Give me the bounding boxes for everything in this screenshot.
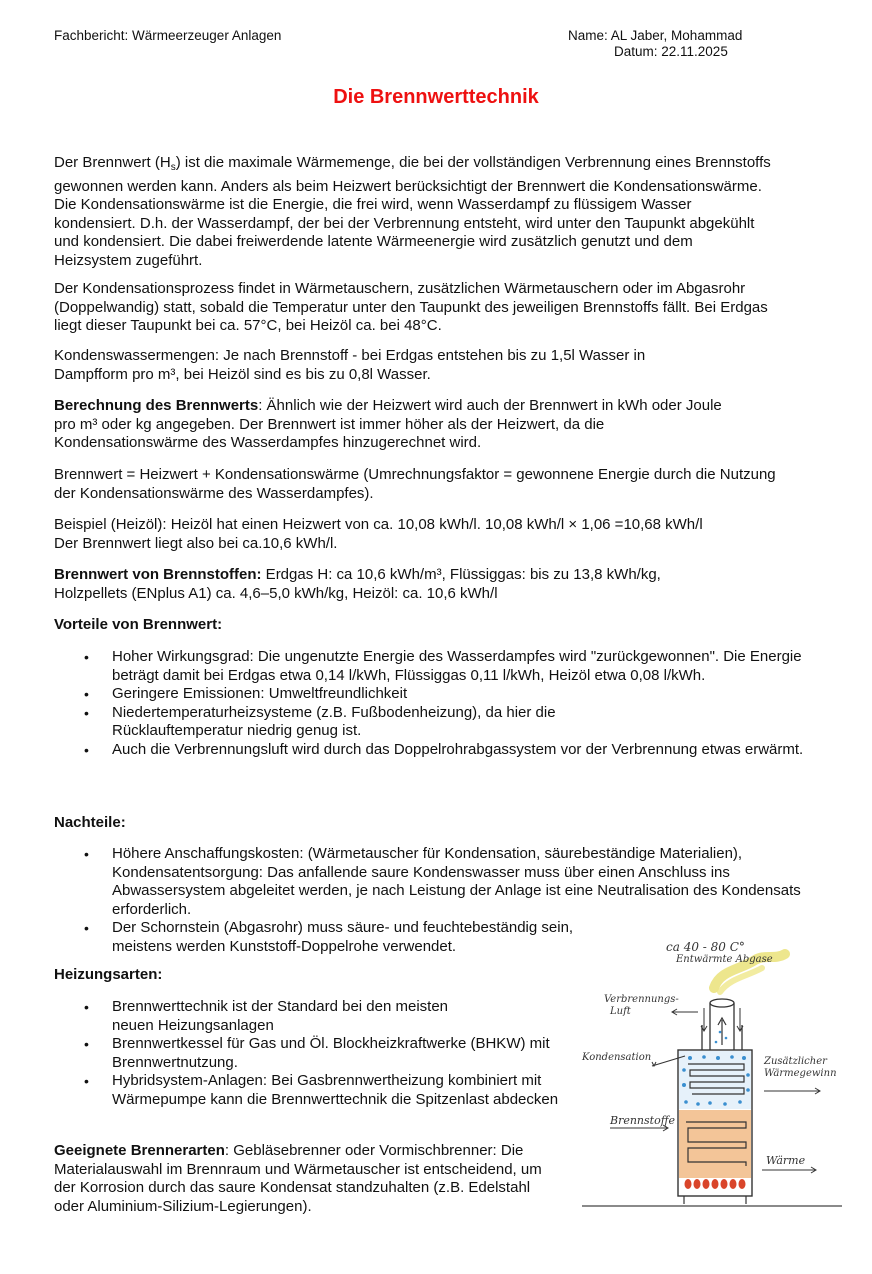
sketch-extra-heat-label bbox=[764, 1056, 837, 1080]
disadvantages-heading: Nachteile: bbox=[54, 814, 126, 831]
intro-subscript: s bbox=[170, 162, 176, 173]
sketch-condensation-label: Kondensation bbox=[582, 1052, 652, 1063]
list-item: • Der Schornstein (Abgasrohr) muss säure- und feuchtebeständig sein, meistens werden Kunststoff-Doppelrohe verwendet. bbox=[54, 919, 582, 956]
burner-types-paragraph bbox=[54, 1142, 554, 1216]
burner-types-text: : Gebläsebrenner oder Vormischbrenner: Die Materialauswahl im Brennraum und Wärmetauscher ist entscheidend, um der Korrosion durch das saure Kondensat standzuhalten (z.B. Edelstahl oder Aluminium-Silizium-Legierungen). bbox=[54, 1142, 542, 1215]
list-item: • Brennwerttechnik ist der Standard bei den meisten neuen Heizungsanlagen bbox=[54, 998, 482, 1035]
sketch-fuel-label: Brennstoffe bbox=[610, 1114, 676, 1127]
list-item: • Niedertemperaturheizsysteme (z.B. Fußbodenheizung), da hier die Rücklauftemperatur niedrig genug ist. bbox=[54, 704, 632, 741]
heating-types-list bbox=[54, 998, 584, 1110]
example-line-1: Beispiel (Heizöl): Heizöl hat einen Heizwert von ca. 10,08 kWh/l. 10,08 kWh/l × 1,06 =10,68 kWh/l bbox=[54, 516, 703, 533]
list-item: • Hybridsystem-Anlagen: Bei Gasbrennwertheizung kombiniert mit Wärmepumpe kann die Brennwerttechnik die Spitzenlast abdecken bbox=[54, 1072, 584, 1109]
list-item: • Hoher Wirkungsgrad: Die ungenutzte Energie des Wasserdampfes wird "zurückgewonnen". Die Energie beträgt damit bei Erdgas etwa 0,14 l/kWh, Flüssiggas 0,11 l/kWh, Heizöl etwa 0,08 l/kWh. bbox=[54, 648, 824, 685]
page-title: Die Brennwerttechnik bbox=[333, 86, 539, 108]
fuel-values-paragraph bbox=[54, 566, 734, 603]
sketch-exhaust-label: Entwärmte Abgase bbox=[676, 954, 773, 965]
sketch-extra-heat-label-2: Wärmegewinn bbox=[764, 1068, 837, 1079]
condensing-boiler-sketch bbox=[580, 930, 850, 1220]
list-item: • Höhere Anschaffungskosten: (Wärmetauscher für Kondensation, säurebeständige Materialien), Kondensatentsorgung: Das anfallende saure Kondenswasser muss über einen Anschluss ins Abwassersystem abgeleitet werden, je nach Leistung der Anlage ist eine Neutralisation des Kondensats erforderlich. bbox=[54, 845, 844, 919]
heating-types-heading: Heizungsarten: bbox=[54, 966, 163, 983]
sketch-air-label bbox=[604, 994, 679, 1018]
fuel-values-text: Erdgas H: ca 10,6 kWh/m³, Flüssiggas: bis zu 13,8 kWh/kg, Holzpellets (ENplus A1) ca. 4,6–5,0 kWh/kg, Heizöl: ca. 10,6 kWh/l bbox=[54, 566, 661, 602]
condensate-amount-paragraph: Kondenswassermengen: Je nach Brennstoff - bei Erdgas entstehen bis zu 1,5l Wasser in Dampfform pro m³, bei Heizöl sind es bis zu 0,8l Wasser. bbox=[54, 347, 646, 383]
calculation-paragraph bbox=[54, 397, 744, 453]
intro-text-1: Der Brennwert (H bbox=[54, 154, 171, 171]
fuel-values-label: Brennwert von Brennstoffen: bbox=[54, 566, 262, 583]
sketch-air-label-2: Luft bbox=[610, 1006, 631, 1017]
author-name: Name: AL Jaber, Mohammad bbox=[568, 28, 743, 43]
report-date: Datum: 22.11.2025 bbox=[614, 44, 728, 59]
condensation-paragraph: Der Kondensationsprozess findet in Wärmetauschern, zusätzlichen Wärmetauschern oder im Abgasrohr (Doppelwandig) statt, sobald die Temperatur unter den Taupunkt des jeweiligen Brennstoffs fällt. Bei Erdgas liegt dieser Taupunkt bei ca. 57°C, bei Heizöl ca. bei 48°C. bbox=[54, 280, 768, 335]
advantages-list bbox=[54, 648, 824, 760]
formula-paragraph: Brennwert = Heizwert + Kondensationswärme (Umrechnungsfaktor = gewonnene Energie durch die Nutzung der Kondensationswärme des Wasserdampfes). bbox=[54, 466, 776, 502]
sketch-air-label-1: Verbrennungs- bbox=[604, 994, 679, 1005]
example-line-2: Der Brennwert liegt also bei ca.10,6 kWh/l. bbox=[54, 534, 338, 552]
example-paragraph bbox=[54, 516, 814, 553]
calculation-text: : Ähnlich wie der Heizwert wird auch der Brennwert in kWh oder Joule pro m³ oder kg angegeben. Der Brennwert ist immer höher als der Heizwert, da die Kondensationswärme des Wasserdampfes hinzugerechnet wird. bbox=[54, 397, 722, 452]
burner-types-label: Geeignete Brennerarten bbox=[54, 1142, 225, 1159]
intro-text-2: ) ist die maximale Wärmemenge, die bei der vollständigen Verbrennung eines Brennstoffs gewonnen werden kann. Anders als beim Heizwert berücksichtigt der Brennwert die Kondensationswärme. Die Kondensationswärme ist die Energie, die frei wird, wenn Wasserdampf zu flüssigem Wasser kondensiert. D.h. der Wasserdampf, der bei der Verbrennung entsteht, wird unter den Taupunkt abgekühlt und kondensiert. Die dabei freiwerdende latente Wärmeenergie wird zusätzlich genutzt und dem Heizsystem zugeführt. bbox=[54, 154, 771, 269]
list-item: • Geringere Emissionen: Umweltfreundlichkeit bbox=[54, 685, 824, 704]
list-item: • Auch die Verbrennungsluft wird durch das Doppelrohrabgassystem vor der Verbrennung etwas erwärmt. bbox=[54, 741, 842, 760]
advantages-heading: Vorteile von Brennwert: bbox=[54, 616, 223, 633]
sketch-temp-label: ca 40 - 80 C° bbox=[666, 940, 745, 954]
calculation-label: Berechnung des Brennwerts bbox=[54, 397, 259, 414]
sketch-extra-heat-label-1: Zusätzlicher bbox=[764, 1056, 827, 1067]
intro-paragraph bbox=[54, 154, 774, 271]
list-item: • Brennwertkessel für Gas und Öl. Blockheizkraftwerke (BHKW) mit Brennwertnutzung. bbox=[54, 1035, 584, 1072]
sketch-heat-label: Wärme bbox=[766, 1154, 806, 1167]
report-subject: Fachbericht: Wärmeerzeuger Anlagen bbox=[54, 28, 282, 43]
